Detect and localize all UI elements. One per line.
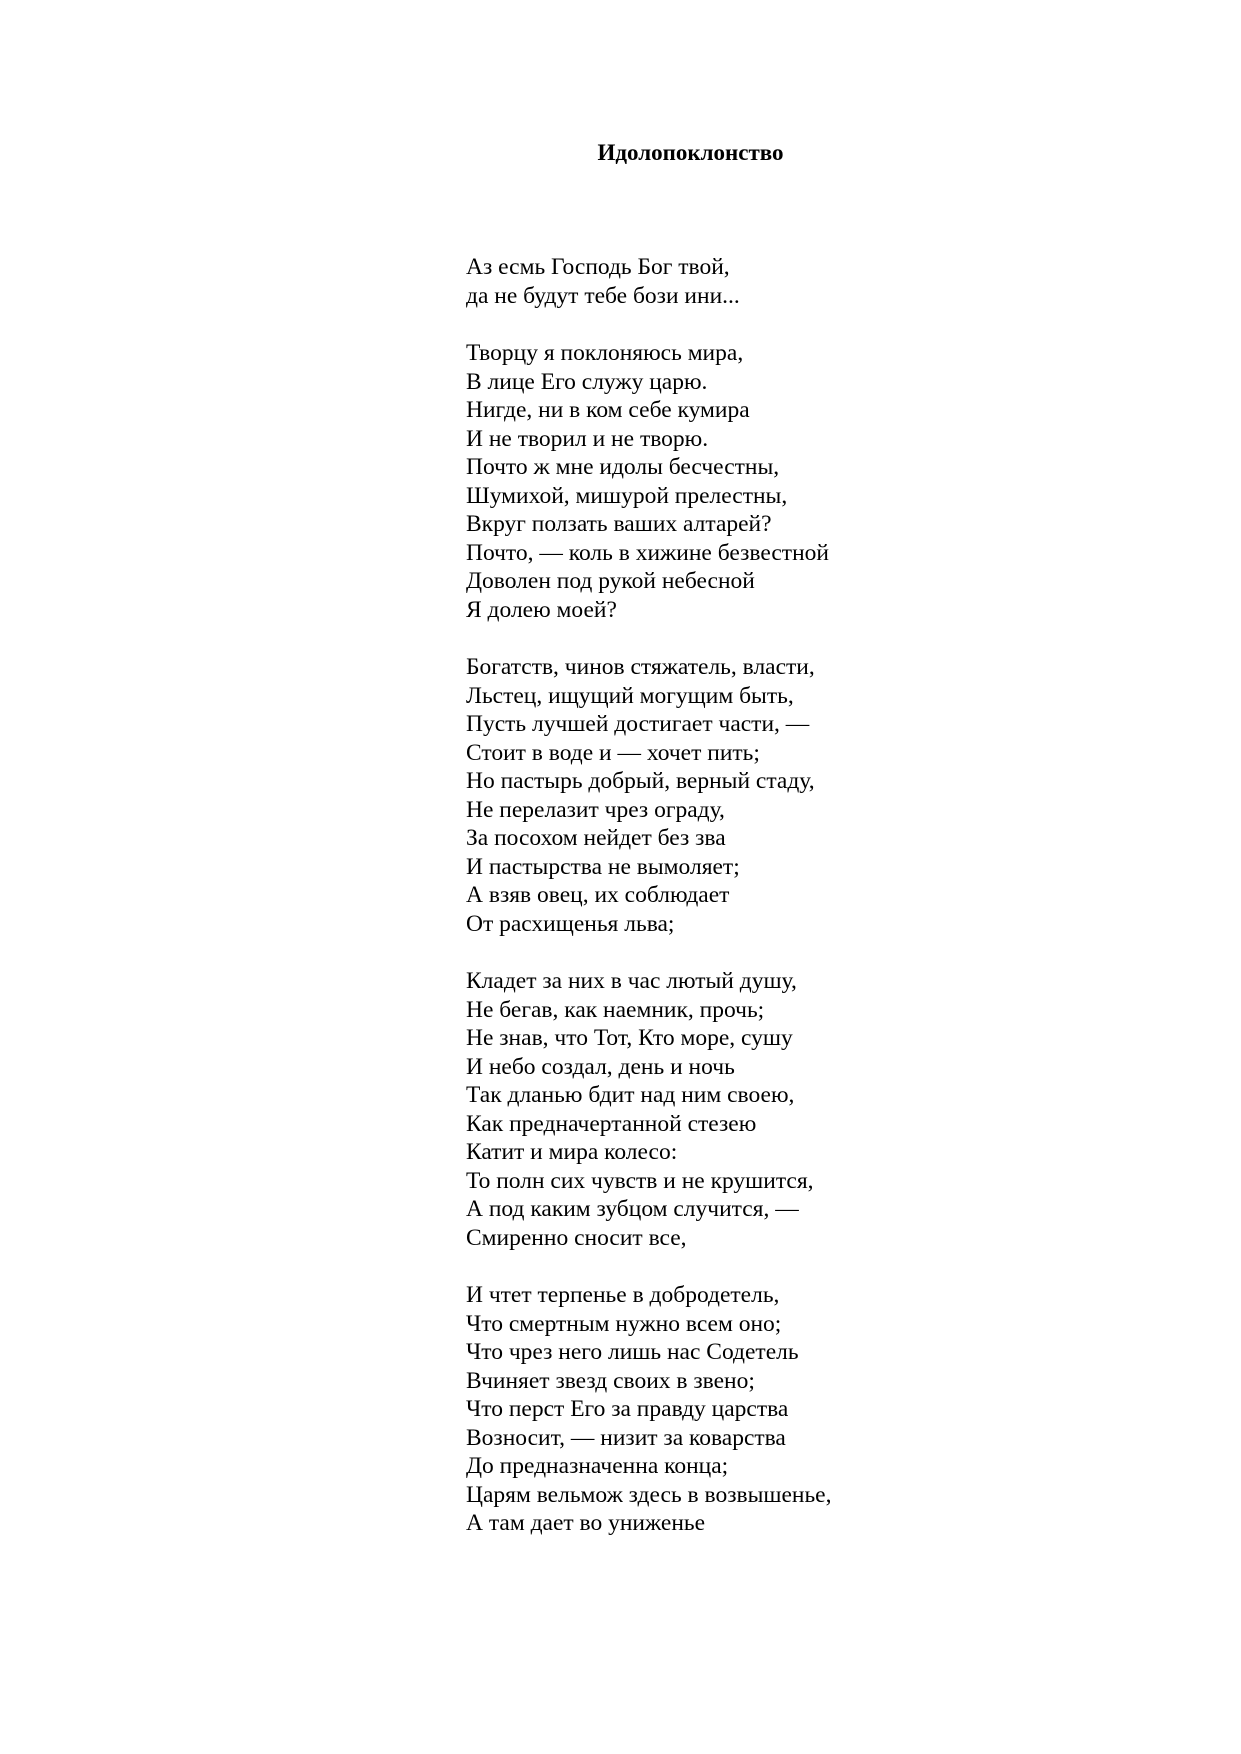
epigraph (466, 253, 1166, 310)
poem-line: Почто ж мне идолы бесчестны, (466, 454, 780, 480)
poem-line: Не перелазит чрез ограду, (466, 796, 725, 823)
poem-line: В лице Его служу царю. (466, 368, 708, 395)
poem-line: Стоит в воде и — хочет пить; (466, 739, 760, 766)
poem-line: Богатств, чинов стяжатель, власти, (466, 654, 815, 680)
poem-line: Что смертным нужно всем оно; (466, 1310, 782, 1337)
poem-line: Шумихой, мишурой прелестны, (466, 482, 788, 509)
poem-line: А там дает во униженье (466, 1510, 706, 1536)
poem-line: До предназначенна конца; (466, 1453, 729, 1479)
epigraph-line: да не будут тебе бози ини... (466, 282, 740, 309)
poem-line: Смиренно сносит все, (466, 1224, 687, 1251)
poem-line: Что перст Его за правду царства (466, 1396, 789, 1422)
poem-line: Почто, — коль в хижине безвестной (466, 539, 829, 566)
stanza-2 (466, 653, 1166, 938)
poem-line: Не знав, что Тот, Кто море, сушу (466, 1025, 793, 1051)
poem-line: Не бегав, как наемник, прочь; (466, 996, 765, 1023)
poem-line: Возносит, — низит за коварства (466, 1424, 786, 1451)
epigraph-line: Аз есмь Господь Бог твой, (466, 254, 730, 280)
stanza-3 (466, 967, 1166, 1252)
poem-line: Катит и мира колесо: (466, 1139, 678, 1165)
poem-line: Доволен под рукой небесной (466, 568, 755, 594)
poem-line: Царям вельмож здесь в возвышенье, (466, 1481, 832, 1508)
poem-line: Льстец, ищущий могущим быть, (466, 682, 794, 709)
poem-line: Нигде, ни в ком себе кумира (466, 397, 750, 423)
poem-line: А взяв овец, их соблюдает (466, 882, 730, 908)
poem-line: Творцу я поклоняюсь мира, (466, 340, 744, 366)
poem-body (466, 253, 1166, 1567)
poem-line: И не творил и не творю. (466, 425, 709, 452)
poem-line: Вчиняет звезд своих в звено; (466, 1367, 755, 1394)
stanza-4 (466, 1281, 1166, 1538)
poem-line: Пусть лучшей достигает части, — (466, 711, 810, 737)
poem-line: И пастырства не вымоляет; (466, 853, 740, 880)
stanza-1 (466, 339, 1166, 624)
poem-line: А под каким зубцом случится, — (466, 1196, 799, 1222)
poem-line: И чтет терпенье в добродетель, (466, 1282, 780, 1308)
poem-line: Что чрез него лишь нас Содетель (466, 1339, 799, 1365)
poem-line: Так дланью бдит над ним своею, (466, 1082, 795, 1108)
poem-line: Как предначертанной стезею (466, 1110, 757, 1137)
poem-line: Вкруг ползать ваших алтарей? (466, 511, 772, 537)
poem-line: И небо создал, день и ночь (466, 1053, 735, 1080)
poem-line: За посохом нейдет без зва (466, 825, 726, 851)
poem-title: Идолопоклонство (597, 140, 784, 165)
poem-line: То полн сих чувств и не крушится, (466, 1167, 814, 1194)
poem-line: Но пастырь добрый, верный стаду, (466, 768, 815, 794)
poem-line: Я долею моей? (466, 596, 617, 623)
poem-line: Кладет за них в час лютый душу, (466, 968, 797, 994)
poem-line: От расхищенья льва; (466, 910, 675, 937)
